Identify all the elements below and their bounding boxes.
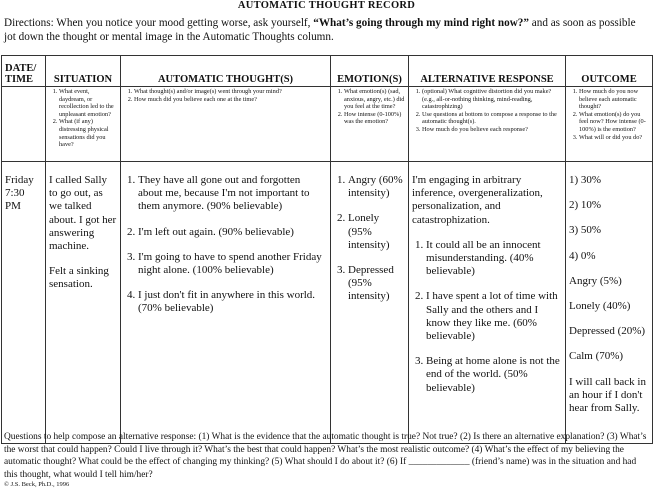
outcome: 4) 0% — [569, 249, 596, 262]
entry-alternative — [409, 162, 566, 444]
outcome: I will call back in an hour if I don't hear from Sally. — [569, 375, 646, 415]
entry-thoughts — [121, 162, 331, 444]
emotion: 1. Angry (60% intensity) — [348, 174, 405, 200]
header-emotions: EMOTION(S) — [331, 56, 409, 87]
alternative: 1. It could all be an innocent misunderstanding. (40% believable) — [426, 239, 562, 279]
thought-record-table — [1, 55, 653, 444]
alternative-questions: Questions to help compose an alternative response: (1) What is the evidence that the automatic thought is true? Not true? (2) Is there an alternative explanation? (3) What’s the worst that could happen? Could I live through it? What’s the best that could happen? What’s the most realistic outcome? (4) What’s the effect of my believing the automatic thought? What could be the effect of changing my thinking? (5) What should I do about it? (6) If _____________ (friend’s name) was in the situation and had this thought, what would I tell him/her? — [4, 432, 647, 480]
instruction: 3. What will or did you do? — [579, 134, 649, 142]
outcome: 3) 50% — [569, 224, 602, 237]
header-situation: SITUATION — [46, 56, 121, 87]
instructions-date — [2, 87, 46, 162]
alternative: 3. Being at home alone is not the end of the world. (50% believable) — [426, 355, 562, 395]
thought: 4. I just don't fit in anywhere in this world. (70% believable) — [138, 289, 327, 315]
copyright: © J.S. Beck, Ph.D., 1996 — [4, 481, 70, 488]
instructions-emotions — [331, 87, 409, 162]
instruction: 3. How much do you believe each response? — [422, 126, 562, 134]
entry-situation — [46, 162, 121, 444]
outcome: Angry (5%) — [569, 274, 622, 287]
outcome: Lonely (40%) — [569, 300, 631, 313]
outcome: 2) 10% — [569, 199, 602, 212]
alternative-intro: I'm engaging in arbitrary inference, overgeneralization, personalization, and catastrophization. — [412, 174, 543, 226]
instructions-situation — [46, 87, 121, 162]
header-outcome: OUTCOME — [566, 56, 653, 87]
instructions-outcome — [566, 87, 653, 162]
instruction: 1. How much do you now believe each automatic thought? — [579, 88, 649, 111]
emotion: 2. Lonely (95% intensity) — [348, 212, 405, 252]
directions-text: Directions: When you notice your mood getting worse, ask yourself, — [4, 17, 314, 29]
instruction: 2. How intense (0-100%) was the emotion? — [344, 111, 405, 126]
header-alternative: ALTERNATIVE RESPONSE — [409, 56, 566, 87]
instructions-alternative — [409, 87, 566, 162]
entry-outcome — [566, 162, 653, 444]
instruction: 2. What (if any) distressing physical sensations did you have? — [59, 118, 117, 148]
situation-text: Felt a sinking sensation. — [49, 265, 109, 291]
instruction: 1. What event, daydream, or recollection led to the unpleasant emotion? — [59, 88, 117, 118]
entry-emotions — [331, 162, 409, 444]
page-title: AUTOMATIC THOUGHT RECORD — [237, 0, 416, 11]
instruction: 1. (optional) What cognitive distortion did you make? (e.g., all-or-nothing thinking, mind-reading, catastrophizing) — [422, 88, 562, 111]
entry-date: Friday 7:30 PM — [2, 162, 46, 444]
situation-text: I called Sally to go out, as we talked about. I got her answering machine. — [49, 174, 117, 253]
header-date: DATE/ TIME — [2, 56, 46, 87]
outcome: 1) 30% — [569, 174, 602, 186]
instruction: 2. Use questions at bottom to compose a response to the automatic thought(s). — [422, 111, 562, 126]
instruction: 2. What emotion(s) do you feel now? How intense (0-100%) is the emotion? — [579, 111, 649, 134]
instruction: 2. How much did you believe each one at the time? — [134, 96, 327, 104]
instruction: 1. What emotion(s) (sad, anxious, angry, etc.) did you feel at the time? — [344, 88, 405, 111]
header-thoughts: AUTOMATIC THOUGHT(S) — [121, 56, 331, 87]
directions-question: “What’s going through my mind right now?” — [313, 17, 529, 29]
alternative: 2. I have spent a lot of time with Sally and the others and I know they like me. (60% believable) — [426, 290, 562, 343]
outcome: Calm (70%) — [569, 350, 624, 363]
instruction: 1. What thought(s) and/or image(s) went through your mind? — [134, 88, 327, 96]
directions-text-end: and as soon as possible jot down the thought or mental image in the Automatic Thoughts column. — [4, 17, 636, 43]
outcome: Depressed (20%) — [569, 325, 646, 338]
thought: 2. I'm left out again. (90% believable) — [138, 226, 327, 239]
directions — [4, 16, 649, 44]
instructions-thoughts — [121, 87, 331, 162]
emotion: 3. Depressed (95% intensity) — [348, 264, 405, 304]
thought: 1. They have all gone out and forgotten about me, because I'm not important to them anymore. (90% believable) — [138, 174, 327, 214]
thought: 3. I'm going to have to spend another Friday night alone. (100% believable) — [138, 251, 327, 277]
